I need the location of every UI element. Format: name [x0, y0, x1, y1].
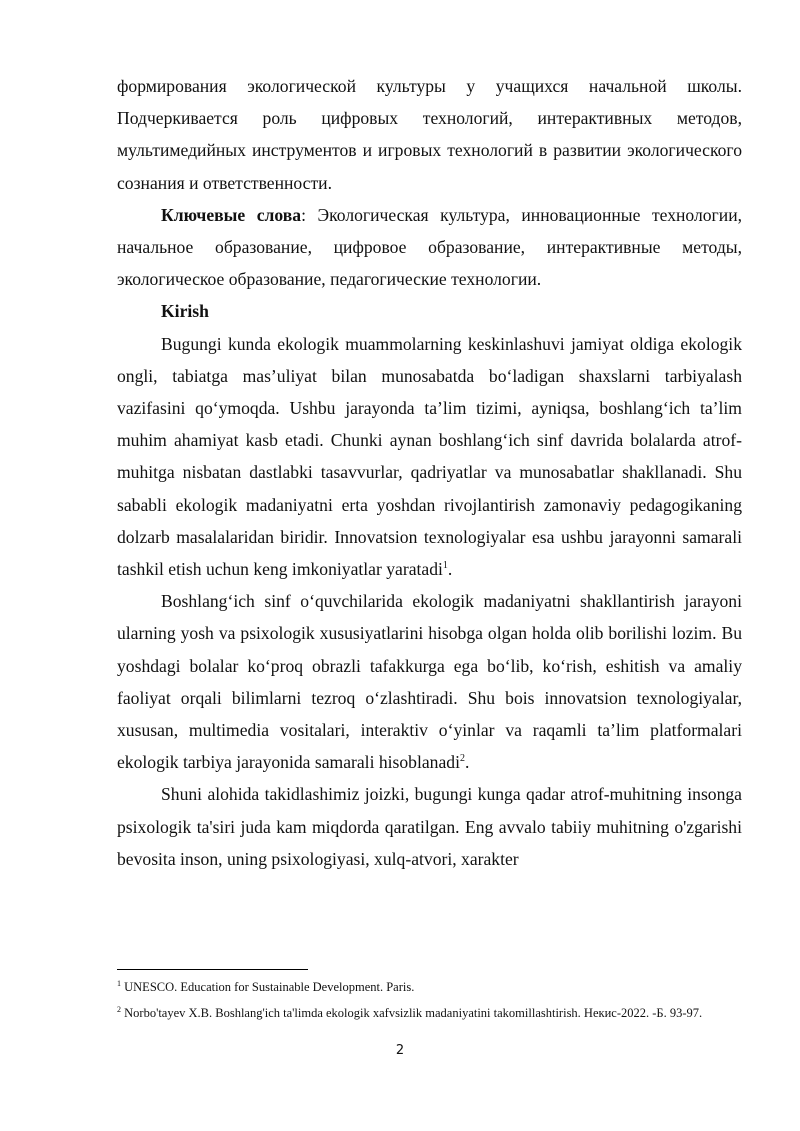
footnote-ref-2[interactable]: 2 [459, 753, 465, 765]
paragraph-text: Boshlang‘ich sinf o‘quvchilarida ekologik madaniyatni shakllantirish jarayoni ularning yosh va psixologik xususiyatlarini hisobga olgan holda olib borilishi lozim. Bu yoshdagi bolalar ko‘proq obrazli tafakkurga ega bo‘lib, ko‘rish, eshitish va amaliy faoliyat orqali bilimlarni tezroq o‘zlashtiradi. Shu bois innovatsion texnologiyalar, xususan, multimedia vositalari, interaktiv o‘yinlar va raqamli ta’lim platformalari ekologik tarbiya jarayonida samarali hisoblanadi [117, 591, 742, 773]
footnote-separator [117, 969, 308, 970]
keywords-text: : Экологическая культура, инновационные технологии, начальное образование, цифровое образование, интерактивные методы, экологическое образование, педагогические технологии. [117, 204, 743, 290]
keywords-paragraph [117, 199, 742, 296]
footnote-text: UNESCO. Education for Sustainable Development. Paris. [121, 980, 415, 994]
page-body [117, 70, 742, 875]
paragraph-end: . [447, 559, 453, 580]
footnote-mark: 2 [117, 1004, 121, 1014]
paragraph-text: Bugungi kunda ekologik muammolarning keskinlashuvi jamiyat oldiga ekologik ongli, tabiatga mas’uliyat bilan munosabatda bo‘ladigan shaxslarni tarbiyalash vazifasini qo‘ymoqda. Ushbu jarayonda ta’lim tizimi, ayniqsa, boshlang‘ich ta’lim muhim ahamiyat kasb etadi. Chunki aynan boshlang‘ich sinf davrida bolalarda atrof-muhitga nisbatan dastlabki tasavvurlar, qadriyatlar va munosabatlar shakllanadi. Shu sababli ekologik madaniyatni erta yoshdan rivojlantirish zamonaviy pedagogikaning dolzarb masalalaridan biridir. Innovatsion texnologiyalar esa ushbu jarayonni samarali tashkil etish uchun keng imkoniyatlar yaratadi [117, 333, 742, 580]
page-number: 2 [395, 1043, 405, 1058]
intro-paragraph-2 [117, 585, 742, 778]
footnote-ref-1[interactable]: 1 [442, 560, 448, 572]
abstract-continuation: формирования экологической культуры у учащихся начальной школы. Подчеркивается роль цифровых технологий, интерактивных методов, мультимедийных инструментов и игровых технологий в развитии экологического сознания и ответственности. [117, 76, 742, 193]
footnote-mark: 1 [117, 978, 121, 988]
footnotes [117, 969, 742, 1028]
intro-paragraph-1 [117, 328, 742, 586]
keywords-label: Ключевые слова [161, 204, 302, 225]
paragraph-end: . [464, 752, 470, 773]
intro-paragraph-3: Shuni alohida takidlashimiz joizki, bugungi kunga qadar atrof-muhitning insonga psixologik ta'siri juda kam miqdorda qaratilgan. Eng avvalo tabiiy muhitning o'zgarishi bevosita inson, uning psixologiyasi, xulq-atvori, xarakter [117, 784, 742, 869]
footnote-2 [117, 1002, 742, 1024]
section-heading: Kirish [161, 301, 209, 322]
footnote-1 [117, 976, 742, 998]
footnote-text: Norbo'tayev X.B. Boshlang'ich ta'limda ekologik xafvsizlik madaniyatini takomillashtirish. Некис-2022. -Б. 93-97. [121, 1006, 703, 1020]
